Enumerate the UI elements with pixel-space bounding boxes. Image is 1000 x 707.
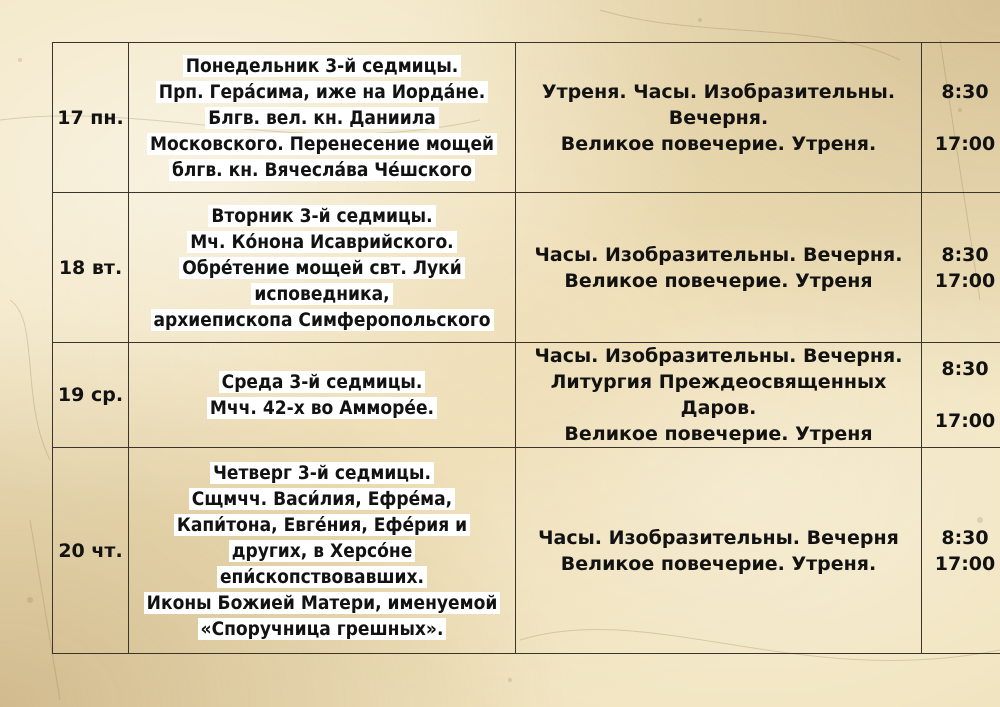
services-cell (516, 343, 922, 448)
feast-line: Прп. Гера́сима, иже на Иорда́не. (156, 81, 488, 103)
time-evening: 17:00 (934, 552, 996, 575)
services-cell (516, 193, 922, 343)
service-line: Великое повечерие. Утреня (564, 423, 873, 445)
date-cell (53, 193, 129, 343)
day-number: 18 (58, 256, 86, 279)
service-line: Великое повечерие. Утреня (564, 269, 873, 292)
schedule-table (52, 42, 1000, 654)
feast-line: других, в Херсо́не (229, 540, 416, 562)
service-line: Утреня. Часы. Изобразительны. (541, 80, 896, 103)
feast-line: Обре́тение мощей свт. Луки́ (179, 257, 465, 279)
time-morning: 8:30 (941, 80, 989, 103)
feast-line: Блгв. вел. кн. Даниила (205, 107, 439, 129)
services-cell (516, 448, 922, 654)
weekday: чт. (91, 539, 123, 562)
feast-line: Мчч. 42-х во Амморе́е. (207, 397, 437, 419)
services-cell (516, 43, 922, 193)
day-number: 19 (57, 384, 85, 406)
service-line: Вечерня. (668, 106, 769, 129)
feast-line: «Споручница грешных». (198, 618, 447, 640)
time-morning: 8:30 (941, 243, 989, 266)
feast-cell (129, 448, 516, 654)
time-cell (922, 448, 1000, 654)
day-number: 17 (57, 106, 84, 129)
weekday: пн. (90, 106, 124, 129)
feast-line: Иконы Божией Матери, именуемой (144, 592, 501, 614)
feast-line: Четверг 3-й седмицы. (210, 462, 434, 484)
schedule-row (53, 193, 1000, 343)
service-line: Литургия Преждеосвященных Даров. (550, 371, 887, 419)
day-number: 20 (58, 539, 85, 562)
schedule-row (53, 43, 1000, 193)
feast-cell (129, 193, 516, 343)
time-evening: 17:00 (934, 132, 996, 155)
service-line: Великое повечерие. Утреня. (560, 132, 877, 155)
service-line: Часы. Изобразительны. Вечерня (538, 526, 899, 549)
service-line: Часы. Изобразительны. Вечерня. (534, 243, 903, 266)
schedule-row (53, 343, 1000, 448)
feast-cell (129, 343, 516, 448)
time-cell (922, 343, 1000, 448)
date-cell (53, 43, 129, 193)
time-morning: 8:30 (941, 526, 989, 549)
feast-line: блгв. кн. Вячесла́ва Че́шского (169, 159, 475, 181)
feast-line: Среда 3-й седмицы. (219, 371, 426, 393)
time-evening: 17:00 (934, 269, 996, 292)
schedule-row (53, 448, 1000, 654)
feast-line: архиепископа Симферопольского (151, 309, 494, 331)
feast-line: епи́скопствовавших. (217, 566, 427, 588)
weekday: вт. (91, 256, 123, 279)
date-cell (53, 343, 129, 448)
service-line: Великое повечерие. Утреня. (560, 552, 877, 575)
feast-line: Московского. Перенесение мощей (147, 133, 497, 155)
feast-cell (129, 43, 516, 193)
time-cell (922, 193, 1000, 343)
time-evening: 17:00 (934, 410, 996, 432)
weekday: ср. (90, 384, 124, 406)
feast-line: Вторник 3-й седмицы. (208, 205, 435, 227)
feast-line: Сщмчч. Васи́лия, Ефре́ма, (189, 488, 455, 510)
feast-line: Мч. Ко́нона Исаврийского. (187, 231, 456, 253)
time-morning: 8:30 (941, 358, 989, 380)
service-line: Часы. Изобразительны. Вечерня. (534, 345, 903, 367)
feast-line: Понедельник 3-й седмицы. (183, 55, 462, 77)
date-cell (53, 448, 129, 654)
time-cell (922, 43, 1000, 193)
feast-line: исповедника, (251, 283, 392, 305)
feast-line: Капи́тона, Евге́ния, Ефе́рия и (174, 514, 470, 536)
